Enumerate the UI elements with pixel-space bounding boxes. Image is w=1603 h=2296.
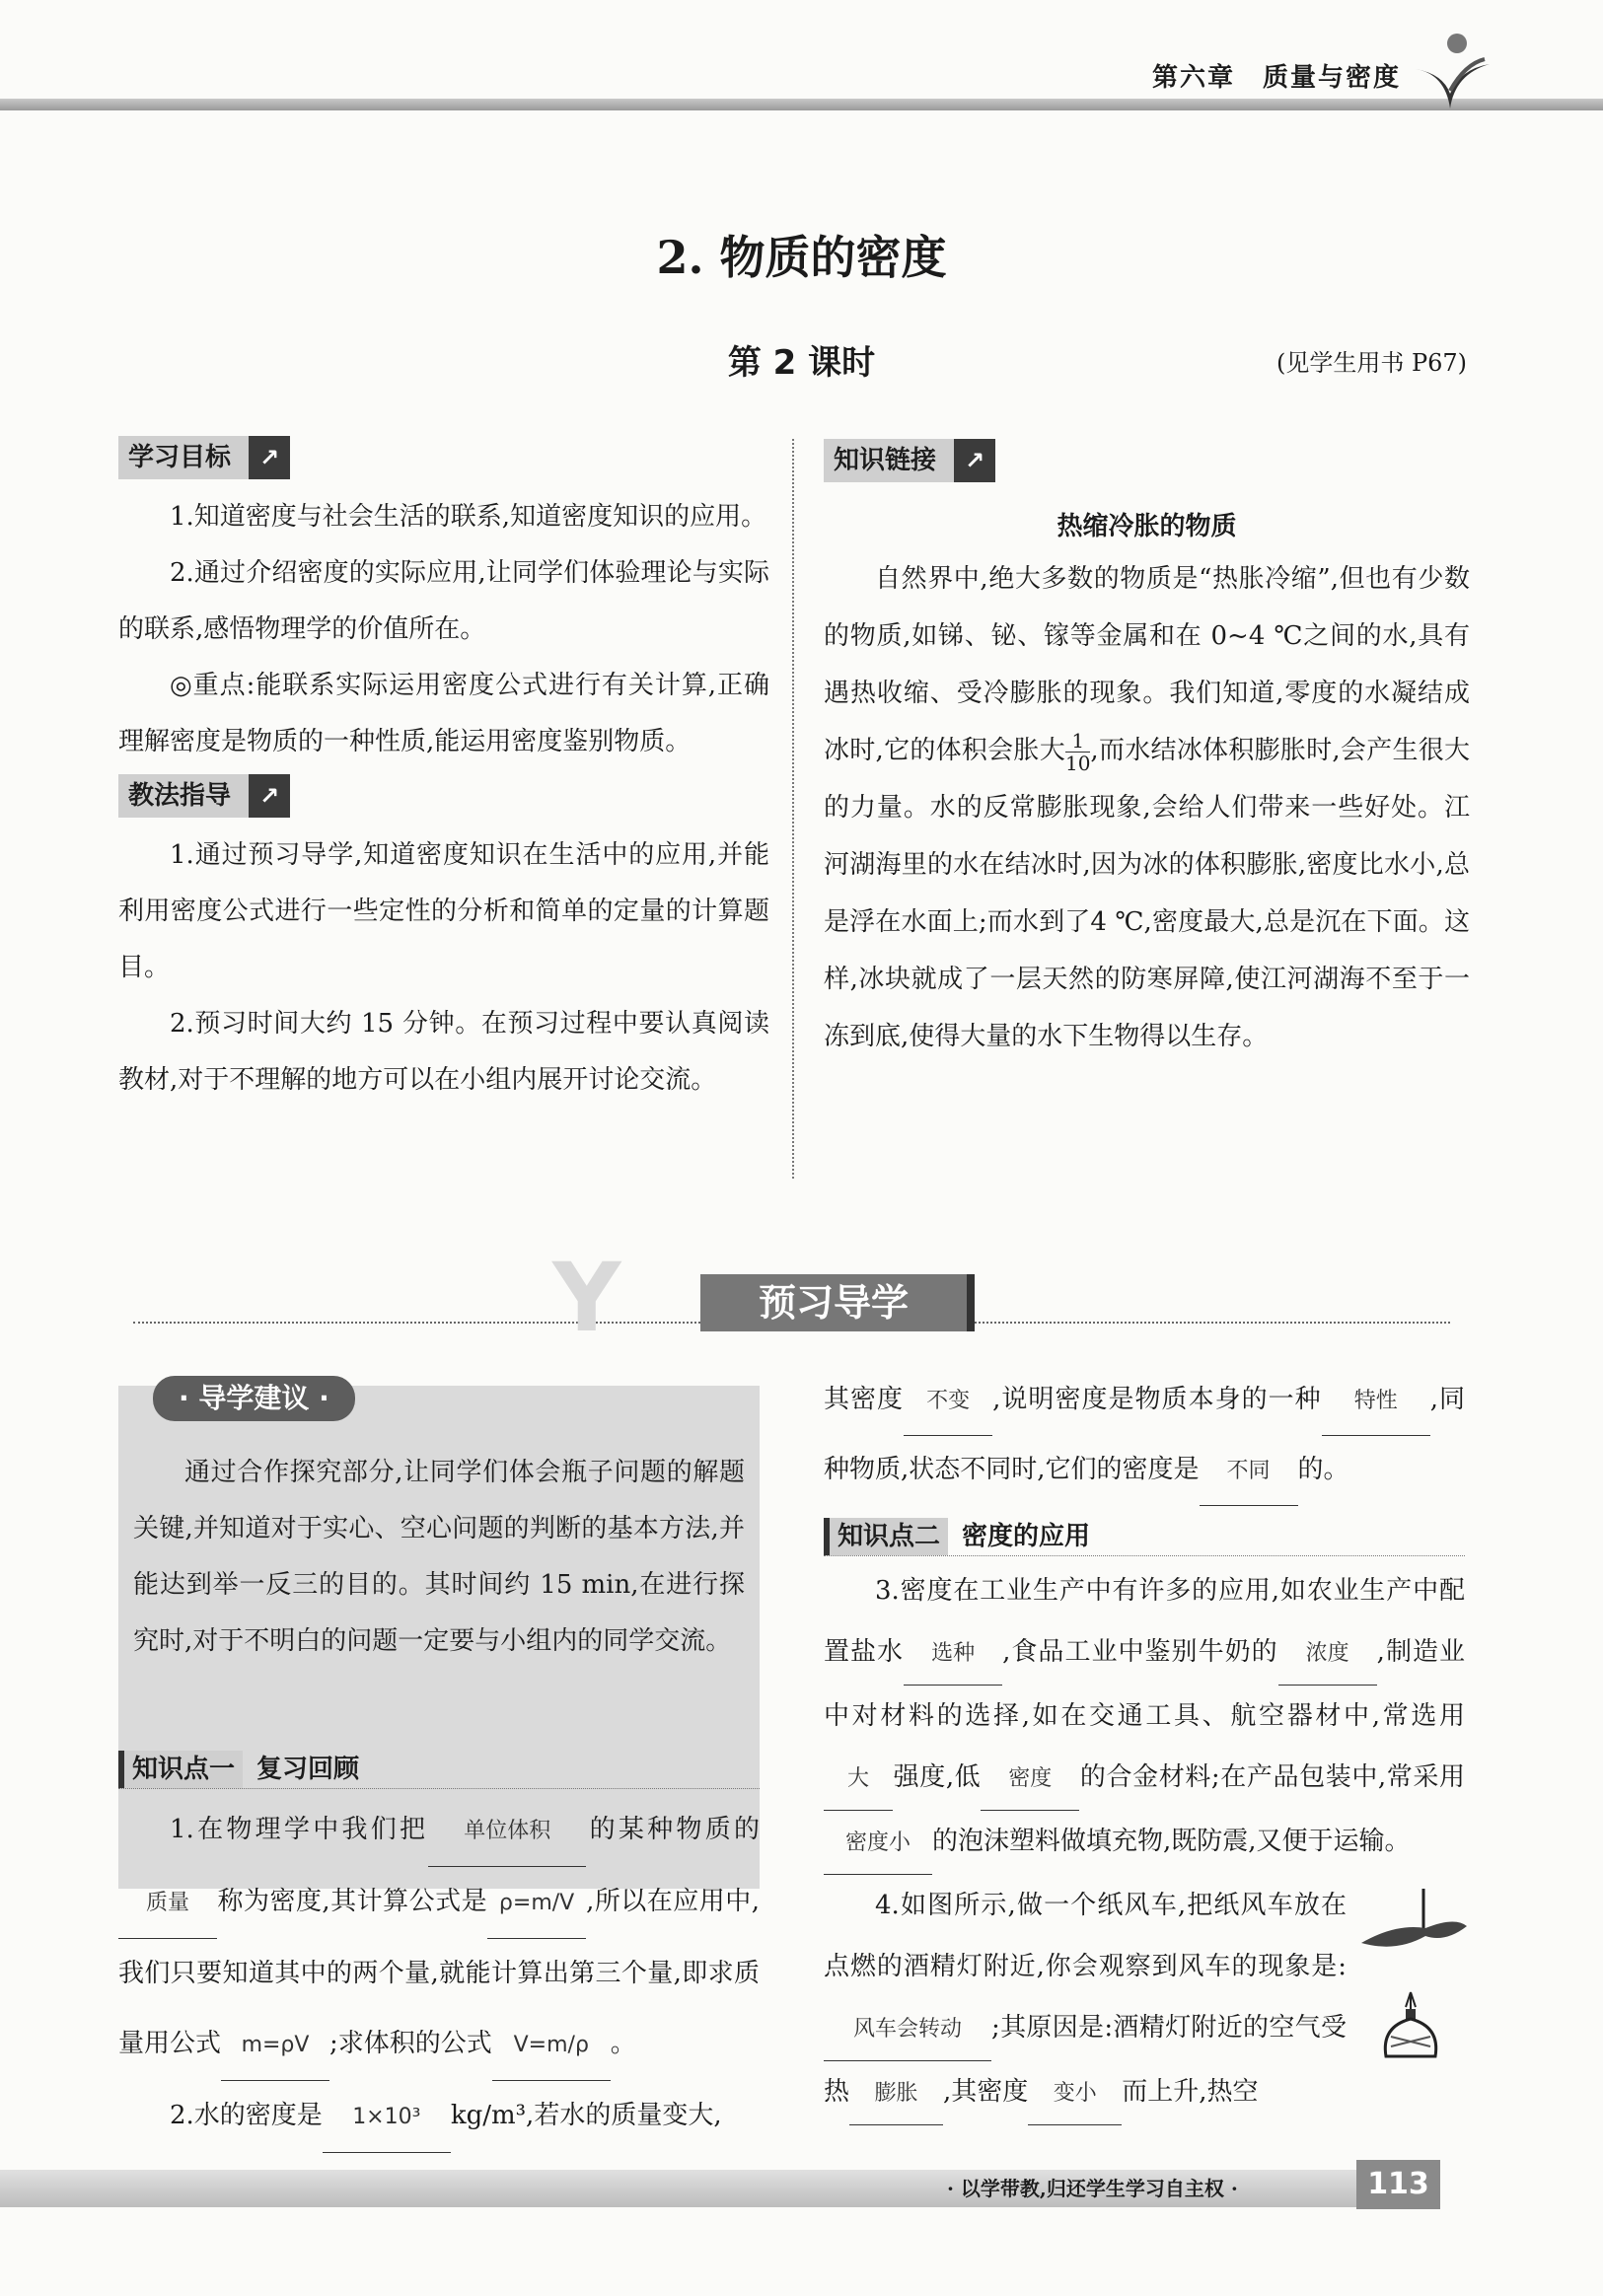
goals-tag: 学习目标 ↗: [118, 436, 290, 479]
kp1-heading: 知识点一 复习回顾: [118, 1751, 760, 1789]
chapter-title: 第六章 质量与密度: [1151, 63, 1401, 93]
answer-blank: 密度小: [824, 1813, 932, 1875]
arrow-icon: ↗: [249, 436, 290, 479]
answer-blank: 大: [824, 1749, 893, 1811]
link-heading: 热缩冷胀的物质: [1057, 512, 1237, 541]
kp1-section: [118, 1751, 760, 2153]
footer-slogan: · 以学带教,归还学生学习自主权 ·: [947, 2177, 1238, 2200]
guide-tag: · 导学建议 ·: [153, 1376, 355, 1421]
answer-blank: 单位体积: [428, 1796, 586, 1867]
method-1: 1.通过预习导学,知道密度知识在生活中的应用,并能利用密度公式进行一些定性的分析和简单的定量的计算题目。: [118, 840, 769, 982]
answer-blank: m=ρV: [221, 2010, 329, 2081]
method-2: 2.预习时间大约 15 分钟。在预习过程中要认真阅读教材,对于不理解的地方可以在小组内展开讨论交流。: [118, 1009, 769, 1095]
method-tag: 教法指导 ↗: [118, 774, 290, 818]
key-point: ◎重点:能联系实际运用密度公式进行有关计算,正确理解密度是物质的一种性质,能运用密度鉴别物质。: [118, 671, 769, 756]
answer-blank: ρ=m/V: [487, 1868, 586, 1939]
kp1-continuation: 其密度 不变 ,说明密度是物质本身的一种 特性 ,同种物质,状态不同时,它们的密度是 不同 的。: [824, 1366, 1465, 1506]
kp1-question-1: 1.在物理学中我们把 单位体积 的某种物质的质量 称为密度,其计算公式是 ρ=m/V ,所以在应用中,我们只要知道其中的两个量,就能计算出第三个量,即求质量用公式 m=ρV ;求体积的公式 V=m/ρ 。: [118, 1795, 760, 2081]
book-logo-icon: [1406, 30, 1494, 113]
answer-blank: 膨胀: [849, 2063, 943, 2125]
answer-blank: 选种: [904, 1623, 1002, 1686]
book-reference: (见学生用书 P67): [1275, 349, 1467, 377]
kp1-question-2: 2.水的密度是 1×10³ kg/m³,若水的质量变大,: [118, 2081, 760, 2153]
fraction: $\frac{1}{10}$: [1064, 728, 1091, 775]
kp2-question-4: 4.如图所示,做一个纸风车,把纸风车放在点燃的酒精灯附近,你会观察到风车的现象是:风车会转动 ;其原因是:酒精灯附近的空气受热 膨胀 ,其密度 变小 而上升,热空: [824, 1875, 1465, 2125]
answer-blank: 特性: [1322, 1368, 1430, 1436]
page-number: 113: [1356, 2160, 1440, 2209]
link-paragraph: 自然界中,绝大多数的物质是“热胀冷缩”,但也有少数的物质,如锑、铋、镓等金属和在 0~4 ℃之间的水,具有遇热收缩、受冷膨胀的现象。我们知道,零度的水凝结成冰时,它的体积会胀大 $\frac{1}{10}$ ,而水结冰体积膨胀时,会产生很大的力量。水的反常膨胀现象,会给人们带来一些好处。江河湖海里的水在结冰时,因为冰的体积膨胀,密度比水小,总是浮在水面上;而水到了4 ℃,密度最大,总是沉在下面。这样,冰块就成了一层天然的防寒屏障,使江河湖海不至于一冻到底,使得大量的水下生物得以生存。: [824, 564, 1471, 1051]
link-tag: 知识链接 ↗: [824, 439, 995, 482]
goal-1: 1.知道密度与社会生活的联系,知道密度知识的应用。: [170, 502, 767, 532]
left-top-column: [118, 436, 769, 1109]
guide-text: 通过合作探究部分,让同学们体会瓶子问题的解题关键,并知道对于实心、空心问题的判断的基本方法,并能达到举一反三的目的。其时间约 15 min,在进行探究时,对于不明白的问题一定要与小组内的同学交流。: [133, 1458, 745, 1656]
page-title: 2. 物质的密度: [656, 231, 947, 284]
answer-blank: 质量: [118, 1868, 217, 1939]
column-divider: [792, 439, 794, 1179]
answer-blank: 不变: [904, 1368, 992, 1436]
section-banner: [552, 1243, 1006, 1353]
answer-blank: V=m/ρ: [492, 2010, 611, 2081]
lesson-subtitle: 第 2 课时: [727, 343, 876, 383]
pinwheel-icon: [1356, 1889, 1470, 1982]
answer-blank: 1×10³: [323, 2082, 451, 2153]
answer-blank: 风车会转动: [824, 1999, 991, 2061]
answer-blank: 密度: [981, 1749, 1079, 1811]
header-bar: [0, 99, 1603, 110]
right-top-column: [824, 439, 1470, 1065]
answer-blank: 浓度: [1278, 1623, 1377, 1686]
kp2-question-3: 3.密度在工业生产中有许多的应用,如农业生产中配置盐水 选种 ,食品工业中鉴别牛奶的 浓度 ,制造业中对材料的选择,如在交通工具、航空器材中,常选用大 强度,低 密度 的合金材料;在产品包装中,常采用密度小 的泡沫塑料做填充物,既防震,又便于运输。: [824, 1560, 1465, 1875]
right-bottom-column: [824, 1366, 1465, 2125]
banner-letter-icon: Y: [552, 1243, 621, 1353]
alcohol-lamp-icon: [1376, 1987, 1445, 2061]
arrow-icon: ↗: [249, 774, 290, 818]
banner-title: 预习导学: [700, 1274, 975, 1331]
goal-2: 2.通过介绍密度的实际应用,让同学们体验理论与实际的联系,感悟物理学的价值所在。: [118, 558, 769, 644]
arrow-icon: ↗: [954, 439, 995, 482]
kp2-heading: 知识点二 密度的应用: [824, 1518, 1465, 1556]
answer-blank: 不同: [1200, 1438, 1298, 1506]
answer-blank: 变小: [1028, 2063, 1122, 2125]
